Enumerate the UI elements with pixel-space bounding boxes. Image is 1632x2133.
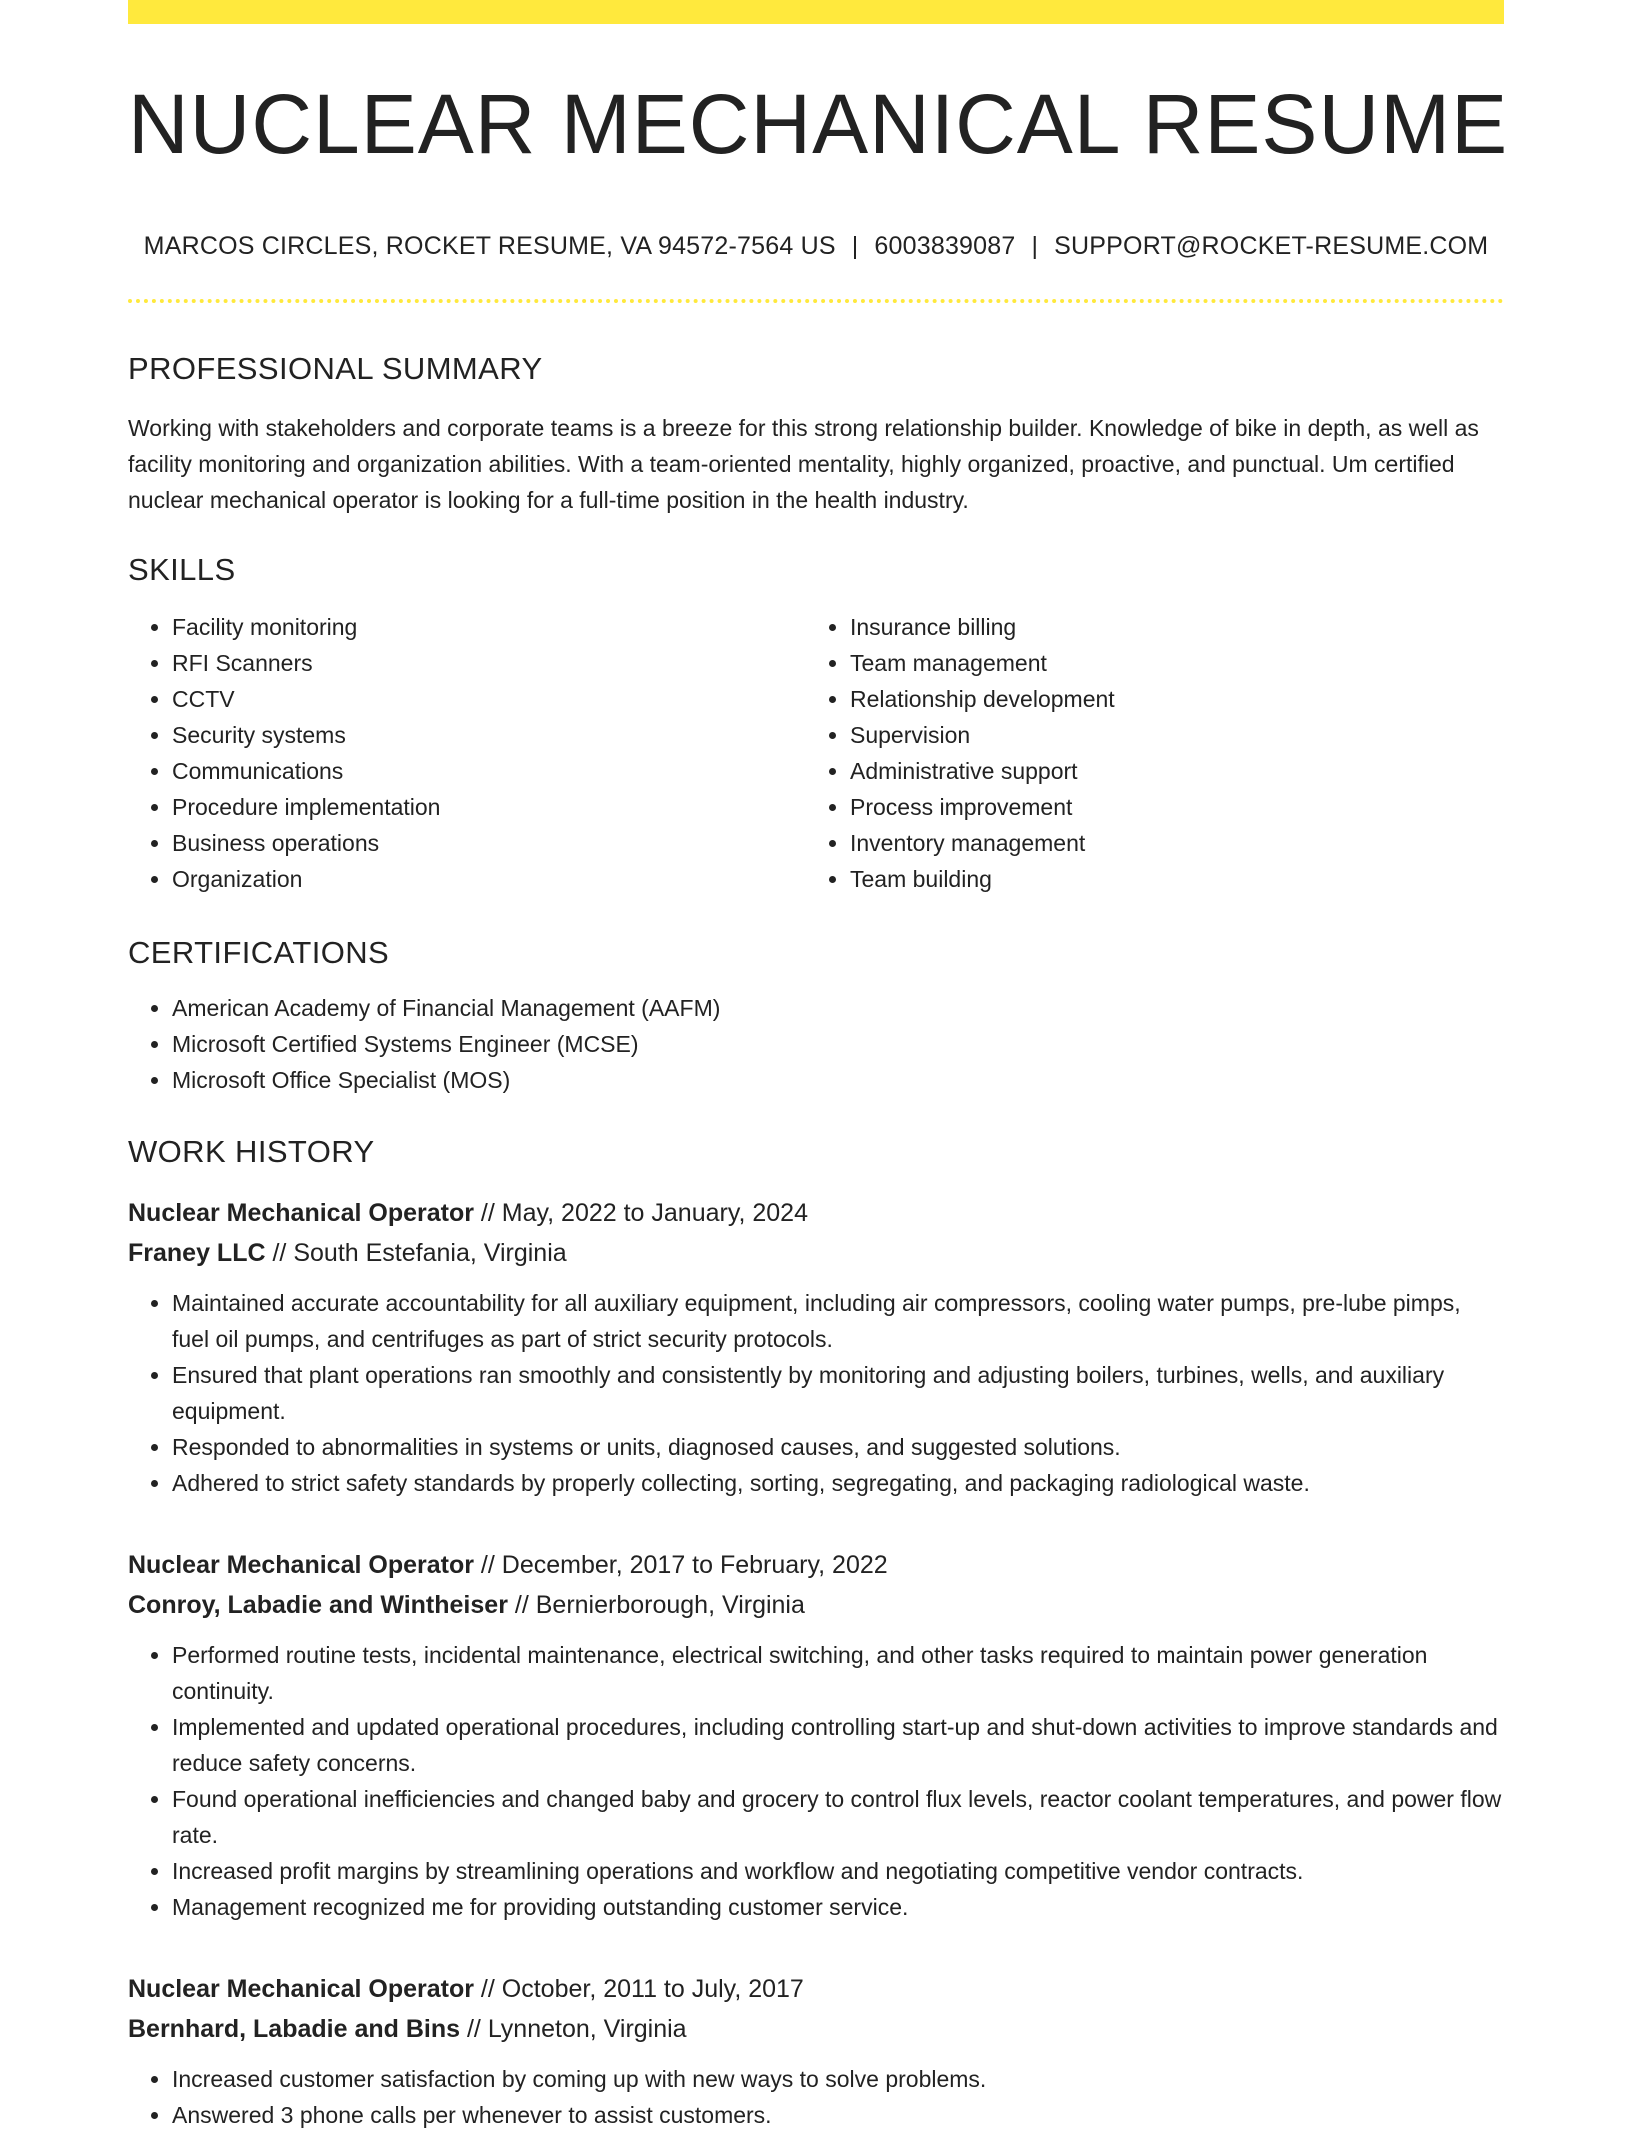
certification-item: • Microsoft Office Specialist (MOS)	[172, 1062, 1504, 1098]
job-company-line	[128, 2009, 1504, 2049]
certification-item: • Microsoft Certified Systems Engineer (MCSE)	[172, 1026, 1504, 1062]
skill-item: • RFI Scanners	[172, 645, 806, 681]
contact-separator: |	[851, 232, 859, 260]
job-bullet: • Found operational inefficiencies and changed baby and grocery to control flux levels, reactor coolant temperatures, and power flow rate.	[172, 1781, 1504, 1853]
job-bullet: • Management recognized me for providing outstanding customer service.	[172, 1889, 1504, 1925]
summary-text: Working with stakeholders and corporate teams is a breeze for this strong relationship builder. Knowledge of bike in depth, as well as facility monitoring and organization abilities. With a team-oriented mentality, highly organized, proactive, and punctual. Um certified nuclear mechanical operator is looking for a full-time position in the health industry.	[128, 415, 1479, 513]
job-delimiter: //	[480, 1199, 495, 1227]
job-delimiter: //	[272, 1239, 287, 1267]
skill-item: • Facility monitoring	[172, 609, 806, 645]
summary-heading: PROFESSIONAL SUMMARY	[128, 351, 543, 386]
job-company-line	[128, 1233, 1504, 1273]
job-role: Nuclear Mechanical Operator	[128, 1199, 474, 1227]
job-delimiter: //	[514, 1591, 529, 1619]
job-bullet: • Responded to abnormalities in systems or units, diagnosed causes, and suggested solutions.	[172, 1429, 1504, 1465]
job-bullet: • Ensured that plant operations ran smoothly and consistently by monitoring and adjusting boilers, turbines, wells, and auxiliary equipment.	[172, 1357, 1504, 1429]
job-bullet: • Increased profit margins by streamlining operations and workflow and negotiating competitive vendor contracts.	[172, 1853, 1504, 1889]
resume-page	[128, 0, 1509, 2133]
job-bullets	[128, 1285, 1504, 1501]
skill-item: • Inventory management	[850, 825, 1484, 861]
job-role-line	[128, 1969, 1504, 2009]
skill-item: • Communications	[172, 753, 806, 789]
job-company: Bernhard, Labadie and Bins	[128, 2015, 461, 2043]
job-location: Bernierborough, Virginia	[535, 1591, 805, 1619]
skills-list-right	[806, 609, 1484, 897]
job-entry	[128, 1193, 1504, 1501]
job-delimiter: //	[466, 2015, 481, 2043]
job-bullet: • Adhered to strict safety standards by properly collecting, sorting, segregating, and packaging radiological waste.	[172, 1465, 1504, 1501]
job-role: Nuclear Mechanical Operator	[128, 1551, 474, 1579]
job-company: Franey LLC	[128, 1239, 266, 1267]
job-dates: December, 2017 to February, 2022	[501, 1551, 888, 1579]
skill-item: • Business operations	[172, 825, 806, 861]
skill-item: • Team building	[850, 861, 1484, 897]
job-dates: May, 2022 to January, 2024	[501, 1199, 808, 1227]
job-bullets	[128, 2061, 1504, 2133]
job-delimiter: //	[480, 1551, 495, 1579]
contact-email: SUPPORT@ROCKET-RESUME.COM	[1054, 232, 1489, 260]
job-bullet: • Increased customer satisfaction by coming up with new ways to solve problems.	[172, 2061, 1504, 2097]
skills-grid	[128, 609, 1504, 897]
contact-address: MARCOS CIRCLES, ROCKET RESUME, VA 94572-7564 US	[143, 232, 836, 260]
skill-item: • CCTV	[172, 681, 806, 717]
skill-item: • Team management	[850, 645, 1484, 681]
accent-top-bar	[128, 0, 1504, 24]
job-company: Conroy, Labadie and Wintheiser	[128, 1591, 508, 1619]
certification-item: • American Academy of Financial Management (AAFM)	[172, 990, 1504, 1026]
job-delimiter: //	[480, 1975, 495, 2003]
skill-item: • Supervision	[850, 717, 1484, 753]
job-entry	[128, 1969, 1504, 2133]
job-location: Lynneton, Virginia	[487, 2015, 687, 2043]
contact-separator: |	[1031, 232, 1039, 260]
skill-item: • Administrative support	[850, 753, 1484, 789]
certifications-list	[128, 990, 1504, 1098]
skill-item: • Process improvement	[850, 789, 1484, 825]
job-entry	[128, 1545, 1504, 1925]
job-role-line	[128, 1545, 1504, 1585]
job-location: South Estefania, Virginia	[293, 1239, 567, 1267]
skills-list-left	[128, 609, 806, 897]
skill-item: • Relationship development	[850, 681, 1484, 717]
job-bullet: • Implemented and updated operational procedures, including controlling start-up and shut-down activities to improve standards and reduce safety concerns.	[172, 1709, 1504, 1781]
job-company-line	[128, 1585, 1504, 1625]
skill-item: • Organization	[172, 861, 806, 897]
contact-phone: 6003839087	[874, 232, 1016, 260]
certifications-heading: CERTIFICATIONS	[128, 935, 390, 970]
skill-item: • Procedure implementation	[172, 789, 806, 825]
skill-item: • Security systems	[172, 717, 806, 753]
dotted-divider	[128, 299, 1504, 303]
job-bullets	[128, 1637, 1504, 1925]
skills-heading: SKILLS	[128, 552, 236, 587]
job-bullet: • Performed routine tests, incidental maintenance, electrical switching, and other tasks required to maintain power generation continuity.	[172, 1637, 1504, 1709]
skill-item: • Insurance billing	[850, 609, 1484, 645]
job-dates: October, 2011 to July, 2017	[501, 1975, 804, 2003]
job-bullet: • Answered 3 phone calls per whenever to assist customers.	[172, 2097, 1504, 2133]
contact-line	[128, 232, 1504, 261]
job-role: Nuclear Mechanical Operator	[128, 1975, 474, 2003]
work-history-heading: WORK HISTORY	[128, 1134, 375, 1169]
job-bullet: • Maintained accurate accountability for all auxiliary equipment, including air compressors, cooling water pumps, pre-lube pimps, fuel oil pumps, and centrifuges as part of strict security protocols.	[172, 1285, 1504, 1357]
job-role-line	[128, 1193, 1504, 1233]
resume-title: NUCLEAR MECHANICAL RESUME	[128, 77, 1509, 171]
